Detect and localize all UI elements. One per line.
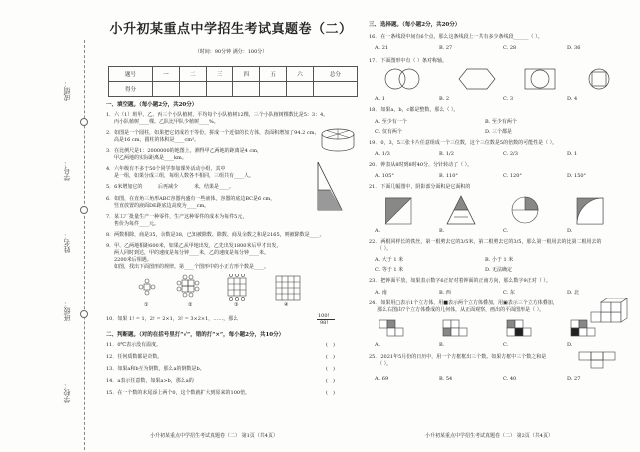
q25-option-c[interactable]: C. 40 bbox=[503, 376, 517, 382]
q25-option-d[interactable]: D. 27 bbox=[567, 376, 581, 382]
triangle-container-figure bbox=[310, 160, 350, 216]
q21-option-d[interactable]: D. bbox=[567, 228, 573, 234]
q17-option-a[interactable]: A. 1 bbox=[375, 96, 385, 102]
q24-option-b[interactable]: B. bbox=[439, 342, 445, 348]
question-5-end: 米，结果是____。 bbox=[194, 184, 235, 190]
question-10: 10．如果 1! = 1，2! = 2×1，3! = 3×2×1，……，那么 bbox=[106, 316, 239, 322]
q23-option-a[interactable]: A. 南 bbox=[375, 290, 387, 296]
section1-heading: 一、填空题。（每小题2分，共20分） bbox=[106, 102, 198, 108]
question-9-cont: 两人同时到达，甲的速度是每分钟____米，乙的速度是每分钟____米。 bbox=[114, 250, 270, 256]
question-6: 6．如图，在直角三角形ABC容器内盛有一些液体，容器的底边BC是6 cm， bbox=[106, 196, 276, 202]
score-row-label: 得分 bbox=[109, 82, 153, 97]
binding-hole bbox=[80, 118, 88, 126]
score-cell: 五 bbox=[260, 67, 287, 82]
binding-line bbox=[84, 40, 85, 450]
binding-label-school: 学校： bbox=[63, 382, 71, 403]
binding-label-score: 成绩： bbox=[63, 80, 71, 101]
question-22: 22．两根同样长的铁丝，第一根剪去它的3/5米，第二根剪去它的3/5，那么第一根用去的比第二根用去的 bbox=[369, 239, 602, 245]
question-5-mid: 后再减少 bbox=[158, 184, 179, 190]
judge-11: 11．0℃表示没有温度。 bbox=[106, 342, 162, 348]
pattern-label-3: ③ bbox=[234, 302, 239, 308]
q19-option-a[interactable]: A. 1/3 bbox=[375, 151, 390, 157]
judge-answer-box[interactable]: ( ) bbox=[326, 342, 335, 348]
question-18: 18．如果a，b，c都是整数，那么（ ）。 bbox=[369, 107, 459, 113]
q18-option-c[interactable]: C. 仅有两个 bbox=[375, 129, 402, 135]
binding-margin bbox=[0, 0, 100, 452]
judge-answer-box[interactable]: ( ) bbox=[326, 366, 335, 372]
calendar-box-figure bbox=[577, 350, 617, 376]
q24-option-d[interactable]: D. bbox=[567, 342, 573, 348]
score-table-score-row bbox=[109, 82, 358, 97]
q21-option-a[interactable]: A. bbox=[375, 228, 381, 234]
question-6-cont: 竖直放置的液面DE距底边高度为____cm。 bbox=[114, 203, 210, 209]
question-24-cont: 那么右图由7个立方体叠成的几何体，从正面观察，画出的平面图形是（ ）。 bbox=[377, 307, 545, 313]
left-footer: 小升初某重点中学招生考试真题卷（二） 第1页（共4页） bbox=[150, 433, 278, 439]
question-22-cont: （ ）。 bbox=[377, 246, 392, 252]
question-20: 20．钟表从8时到8时40分，分针转动了（ ）。 bbox=[369, 162, 473, 168]
question-24: 24．如果用□表示1个立方体，用■表示两个立方体叠加，用▣表示三个立方体叠加， bbox=[369, 300, 558, 306]
question-9-cont2: 2200米后相遇。 bbox=[114, 257, 152, 263]
question-4: 4．六年级有不多于50个同学参加课外活动小组，其中 bbox=[106, 166, 226, 172]
question-1: 1．六（1）班甲、乙、丙三个小队植树，平均每个小队植树12棵，三个小队植树棵数比是5：3：4。 bbox=[106, 112, 329, 118]
question-3: 3．在比例尺是1：2000000的地图上，测得甲乙两地的距离是4 cm， bbox=[106, 148, 262, 154]
question-25: 25．2021年5月份的日历中，用一个方框框出三个数。如果方框中三个数之和是 bbox=[369, 354, 547, 360]
pattern-label-2: ② bbox=[188, 302, 193, 308]
symmetry-figures bbox=[379, 66, 629, 92]
cube-view-options bbox=[379, 318, 619, 348]
binding-hole bbox=[80, 206, 88, 214]
pattern-label-4: ④ bbox=[284, 302, 289, 308]
q16-option-c[interactable]: C. 28 bbox=[503, 45, 517, 51]
q22-option-b[interactable]: B. 小于 1 米 bbox=[485, 257, 514, 263]
judge-13: 13．如果a和b互为倒数，那么a的倒数是b。 bbox=[106, 366, 205, 372]
question-2: 2．如图是一个圆柱，如果把它切成若干等份，拼成一个近似的长方体，表面积增加了94.2 cm， bbox=[106, 130, 320, 136]
question-21: 21．下面几幅图中，阴影部分面积是它面积的 bbox=[369, 184, 471, 190]
q16-option-d[interactable]: D. 36 bbox=[567, 45, 581, 51]
score-cell: 题号 bbox=[109, 67, 153, 82]
section2-heading: 二、判断题。（对的在括号里打“√”，错的打“×”，每小题2分，共10分） bbox=[106, 332, 285, 338]
question-10-denominator: 98! bbox=[320, 320, 329, 326]
q24-option-a[interactable]: A. bbox=[375, 342, 381, 348]
score-cell: 总分 bbox=[313, 67, 357, 82]
right-footer: 小升初某重点中学招生考试真题卷（二） 第2页（共4页） bbox=[425, 433, 553, 439]
question-4-cont: 是一组，如果分成三组，每组人数各不相同，三组共有____人。 bbox=[114, 173, 255, 179]
judge-14: 14．a表示任意数，如果a>b，那么a的 bbox=[106, 378, 194, 384]
pattern-figures bbox=[130, 274, 330, 310]
pattern-label-1: ① bbox=[144, 302, 149, 308]
question-2-cont: 高是16 cm，圆柱的体积是____cm³。 bbox=[114, 137, 200, 143]
q25-option-a[interactable]: A. 69 bbox=[375, 376, 389, 382]
binding-label-name: 姓名： bbox=[63, 232, 71, 253]
q16-option-a[interactable]: A. 21 bbox=[375, 45, 389, 51]
score-cell: 二 bbox=[179, 67, 206, 82]
q17-option-d[interactable]: D. 4 bbox=[567, 96, 578, 102]
q19-option-c[interactable]: C. 2/3 bbox=[503, 151, 518, 157]
left-page bbox=[100, 0, 362, 452]
question-17: 17．下面图形中有（ ）条对称轴。 bbox=[369, 58, 447, 64]
q22-option-a[interactable]: A. 大于 1 米 bbox=[375, 257, 404, 263]
q16-option-b[interactable]: B. 27 bbox=[439, 45, 453, 51]
q20-option-c[interactable]: C. 120° bbox=[503, 173, 522, 179]
right-page bbox=[365, 0, 635, 452]
binding-label-class: 班级： bbox=[63, 300, 71, 321]
q17-option-b[interactable]: B. 2 bbox=[439, 96, 450, 102]
section3-heading: 三、选择题。（每小题2分，共20分） bbox=[369, 22, 461, 28]
judge-answer-box[interactable]: ( ) bbox=[326, 354, 335, 360]
question-9: 9．甲、乙两地相距600米，如果乙从甲地出发，乙先出发1800米后甲才出发， bbox=[106, 243, 282, 249]
score-cell: 三 bbox=[206, 67, 233, 82]
q20-option-b[interactable]: B. 110° bbox=[439, 173, 458, 179]
question-19: 19．0，3，5三张卡片任意组成一个三位数，这个三位数是5的倍数的可能性是（ ）。 bbox=[369, 140, 558, 146]
score-cell: 四 bbox=[233, 67, 260, 82]
question-16: 16．在一条线段中间有6个点，那么这条线段上一共有多少条线段______（ ）。 bbox=[369, 34, 543, 40]
exam-title: 小升初某重点中学招生考试真题卷（二） bbox=[109, 22, 353, 37]
question-25-cont: （ ）。 bbox=[377, 361, 392, 367]
q18-option-b[interactable]: B. 至少有两个 bbox=[485, 119, 517, 125]
q22-option-d[interactable]: D. 无法确定 bbox=[485, 267, 513, 273]
score-input-cell[interactable] bbox=[233, 82, 260, 97]
binding-hole bbox=[80, 310, 88, 318]
judge-12: 12．任何质数都是奇数。 bbox=[106, 354, 163, 360]
judge-15: 15．在一个数的末尾添上两个0，这个数就扩大到原来的100倍。 bbox=[106, 390, 251, 396]
score-input-cell[interactable] bbox=[153, 82, 180, 97]
exam-subtitle: （时间：90分钟 满分：100分） bbox=[194, 49, 268, 55]
score-input-cell[interactable] bbox=[179, 82, 206, 97]
cylinder-figure bbox=[318, 128, 358, 152]
q19-option-b[interactable]: B. 1/2 bbox=[439, 151, 454, 157]
score-cell: 六 bbox=[287, 67, 314, 82]
q25-option-b[interactable]: B. 54 bbox=[439, 376, 453, 382]
score-input-cell[interactable] bbox=[206, 82, 233, 97]
q22-option-c[interactable]: C. 等于 1 米 bbox=[375, 267, 404, 273]
question-3-cont: 甲乙两地的实际距离是____km。 bbox=[114, 155, 187, 161]
question-9-cont3: 如图，找出下面图形的规律。第____个图形中的小正方形个数是____。 bbox=[114, 264, 270, 270]
judge-answer-box[interactable]: ( ) bbox=[326, 390, 335, 396]
question-5: 5．6米增加它的 bbox=[106, 184, 143, 190]
question-8: 8．两数相除，商是35，余数是38，已知被除数、除数、商及余数之和是2165，则被除数是____。 bbox=[106, 232, 325, 238]
judge-answer-box[interactable]: ( ) bbox=[326, 378, 335, 384]
q23-option-d[interactable]: D. 北 bbox=[567, 290, 580, 296]
q21-option-c[interactable]: C. bbox=[503, 228, 509, 234]
q24-option-c[interactable]: C. bbox=[503, 342, 509, 348]
q20-option-a[interactable]: A. 105° bbox=[375, 173, 394, 179]
score-cell: 一 bbox=[153, 67, 180, 82]
score-input-cell[interactable] bbox=[313, 82, 357, 97]
q23-option-b[interactable]: B. 西 bbox=[439, 290, 451, 296]
question-10-numerator: 100! bbox=[318, 313, 330, 319]
binding-label-number: 学号： bbox=[63, 160, 71, 181]
score-input-cell[interactable] bbox=[260, 82, 287, 97]
score-table-header-row bbox=[109, 67, 358, 82]
question-1-cont: 丙小队植树____棵。乙队比甲队少植树____%。 bbox=[114, 119, 219, 125]
question-23: 23．把钟面平放，如果表示数字6正好对着钟面的正南方向，那么数字9正对（ ）。 bbox=[369, 278, 551, 284]
q19-option-d[interactable]: D. 1 bbox=[567, 151, 578, 157]
score-table bbox=[108, 66, 358, 97]
q20-option-d[interactable]: D. 150° bbox=[567, 173, 587, 179]
shaded-area-figures bbox=[385, 194, 625, 226]
question-7: 7．某工厂批量生产一种零件，生产这种零件的成本为每件5元， bbox=[106, 214, 248, 220]
q23-option-c[interactable]: C. 东 bbox=[503, 290, 515, 296]
q17-option-c[interactable]: C. 3 bbox=[503, 96, 514, 102]
score-input-cell[interactable] bbox=[287, 82, 314, 97]
q18-option-d[interactable]: D. 三个都是 bbox=[485, 129, 513, 135]
question-7-cont: 售价为每件____元。 bbox=[114, 221, 160, 227]
q21-option-b[interactable]: B. bbox=[439, 228, 445, 234]
q18-option-a[interactable]: A. 至少有一个 bbox=[375, 119, 407, 125]
